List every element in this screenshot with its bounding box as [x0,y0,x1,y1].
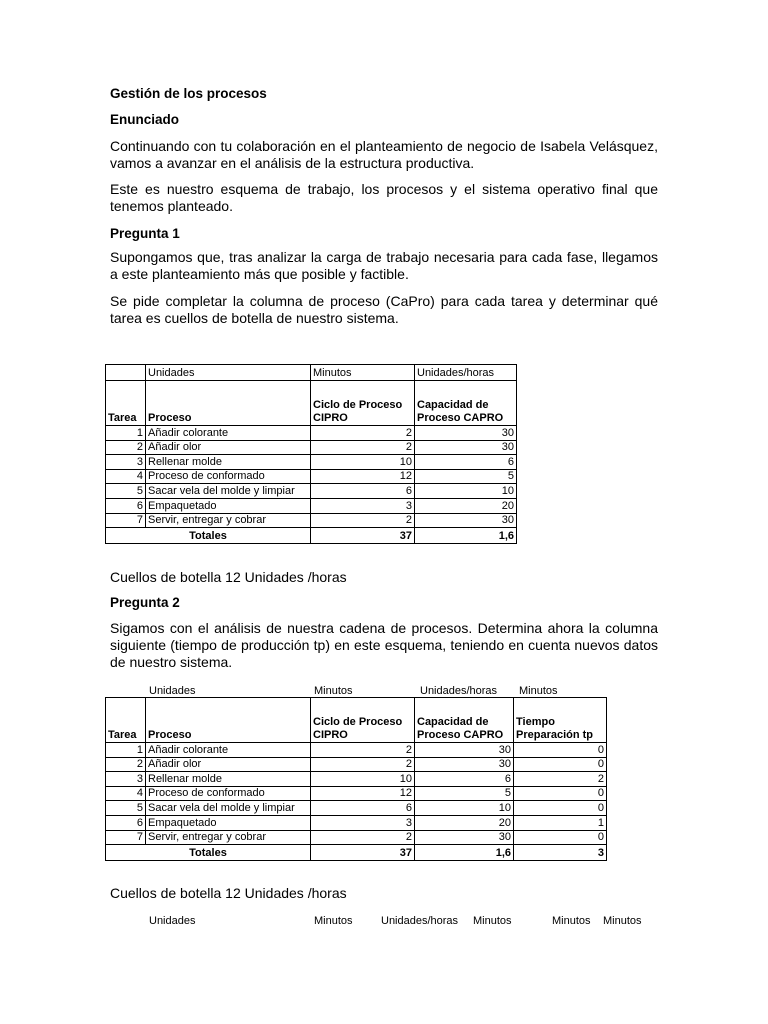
cell-ciclo: 3 [311,815,415,830]
table-row [106,801,607,816]
table-capacity [105,364,517,544]
cell-capacidad: 5 [415,786,514,801]
cell-proceso: Añadir colorante [146,426,311,441]
bottleneck-note-2: Cuellos de botella 12 Unidades /horas [110,885,347,901]
units-label: Minutos [311,365,415,381]
cell-ciclo: 10 [311,455,415,470]
cell-proceso: Añadir olor [146,440,311,455]
units-label: Minutos [314,685,353,697]
cell-capacidad: 30 [415,757,514,772]
units-label: Minutos [473,915,512,927]
units-blank [106,365,146,381]
cell-tarea: 1 [106,743,146,758]
cell-capacidad: 20 [415,498,517,513]
cell-proceso: Empaquetado [146,498,311,513]
cell-capacidad: 10 [415,801,514,816]
units-label: Minutos [519,685,558,697]
table-row [106,426,517,441]
totals-ciclo: 37 [311,528,415,544]
cell-tarea: 1 [106,426,146,441]
cell-proceso: Servir, entregar y cobrar [146,513,311,528]
cell-tarea: 7 [106,830,146,845]
cell-tiempo: 0 [514,757,607,772]
cell-ciclo: 3 [311,498,415,513]
cell-capacidad: 6 [415,455,517,470]
header-capacidad: Capacidad de Proceso CAPRO [415,698,514,743]
units-label: Unidades [149,685,196,697]
bottleneck-note-1: Cuellos de botella 12 Unidades /horas [110,569,347,585]
cell-capacidad: 5 [415,469,517,484]
units-label: Unidades/horas [381,915,459,927]
cell-capacidad: 10 [415,484,517,499]
cell-capacidad: 30 [415,426,517,441]
totals-label: Totales [106,528,311,544]
cell-tarea: 2 [106,440,146,455]
table-row [106,786,607,801]
enunciado-heading: Enunciado [110,112,180,127]
totals-row [106,845,607,861]
cell-tiempo: 0 [514,786,607,801]
cell-tiempo: 0 [514,743,607,758]
cell-capacidad: 30 [415,830,514,845]
cell-tarea: 4 [106,469,146,484]
cell-tiempo: 0 [514,801,607,816]
table-preparation [105,697,607,861]
cell-proceso: Añadir colorante [146,743,311,758]
cell-ciclo: 2 [311,757,415,772]
units-label: Unidades/horas [420,685,498,697]
table-row [106,757,607,772]
cell-ciclo: 10 [311,772,415,787]
header-tarea: Tarea [106,698,146,743]
table-row [106,743,607,758]
units-label: Unidades/horas [415,365,517,381]
table-row [106,513,517,528]
cell-capacidad: 6 [415,772,514,787]
cell-proceso: Rellenar molde [146,455,311,470]
cell-ciclo: 12 [311,469,415,484]
totals-label: Totales [106,845,311,861]
table-row [106,830,607,845]
cell-capacidad: 30 [415,440,517,455]
totals-capacidad: 1,6 [415,528,517,544]
cell-tiempo: 0 [514,830,607,845]
cell-ciclo: 2 [311,513,415,528]
header-tarea: Tarea [106,381,146,426]
cell-tarea: 4 [106,786,146,801]
cell-tarea: 6 [106,498,146,513]
header-proceso: Proceso [146,698,311,743]
document-title: Gestión de los procesos [110,86,267,101]
cell-capacidad: 20 [415,815,514,830]
cell-ciclo: 6 [311,801,415,816]
table-row [106,440,517,455]
cell-tarea: 3 [106,772,146,787]
cell-proceso: Proceso de conformado [146,786,311,801]
paragraph-task: Se pide completar la columna de proceso (CaPro) para cada tarea y determinar qué tarea es cuellos de botella de nuestro sistema. [110,293,658,326]
header-capacidad: Capacidad de Proceso CAPRO [415,381,517,426]
header-tiempo: Tiempo Preparación tp [514,698,607,743]
cell-capacidad: 30 [415,513,517,528]
cell-tiempo: 2 [514,772,607,787]
cell-ciclo: 12 [311,786,415,801]
cell-ciclo: 2 [311,830,415,845]
pregunta1-heading: Pregunta 1 [110,226,180,241]
cell-proceso: Sacar vela del molde y limpiar [146,801,311,816]
cell-proceso: Añadir olor [146,757,311,772]
table-row [106,455,517,470]
units-label: Minutos [314,915,353,927]
cell-tarea: 7 [106,513,146,528]
units-label: Unidades [149,915,196,927]
cell-ciclo: 2 [311,743,415,758]
cell-tarea: 6 [106,815,146,830]
units-label: Minutos [603,915,642,927]
cell-proceso: Rellenar molde [146,772,311,787]
totals-capacidad: 1,6 [415,845,514,861]
totals-tiempo: 3 [514,845,607,861]
cell-tarea: 5 [106,801,146,816]
cell-proceso: Proceso de conformado [146,469,311,484]
cell-tiempo: 1 [514,815,607,830]
totals-ciclo: 37 [311,845,415,861]
paragraph-scheme: Este es nuestro esquema de trabajo, los procesos y el sistema operativo final que tenemos planteado. [110,181,658,214]
table-row [106,815,607,830]
cell-ciclo: 6 [311,484,415,499]
paragraph-chain: Sigamos con el análisis de nuestra cadena de procesos. Determina ahora la columna siguiente (tiempo de producción tp) en este esquema, teniendo en cuenta nuevos datos de nuestro sistema. [110,620,658,670]
units-label: Unidades [146,365,311,381]
header-ciclo: Ciclo de Proceso CIPRO [311,698,415,743]
cell-tarea: 3 [106,455,146,470]
cell-tarea: 5 [106,484,146,499]
cell-ciclo: 2 [311,440,415,455]
totals-row [106,528,517,544]
cell-tarea: 2 [106,757,146,772]
header-ciclo: Ciclo de Proceso CIPRO [311,381,415,426]
cell-proceso: Servir, entregar y cobrar [146,830,311,845]
cell-proceso: Empaquetado [146,815,311,830]
pregunta2-heading: Pregunta 2 [110,595,180,610]
table-row [106,484,517,499]
paragraph-intro: Continuando con tu colaboración en el planteamiento de negocio de Isabela Velásquez, vamos a avanzar en el análisis de la estructura productiva. [110,138,658,171]
table-row [106,469,517,484]
units-label: Minutos [552,915,591,927]
header-proceso: Proceso [146,381,311,426]
cell-capacidad: 30 [415,743,514,758]
table-row [106,772,607,787]
cell-ciclo: 2 [311,426,415,441]
cell-proceso: Sacar vela del molde y limpiar [146,484,311,499]
paragraph-workload: Supongamos que, tras analizar la carga de trabajo necesaria para cada fase, llegamos a este planteamiento más que posible y factible. [110,249,658,282]
table-row [106,498,517,513]
